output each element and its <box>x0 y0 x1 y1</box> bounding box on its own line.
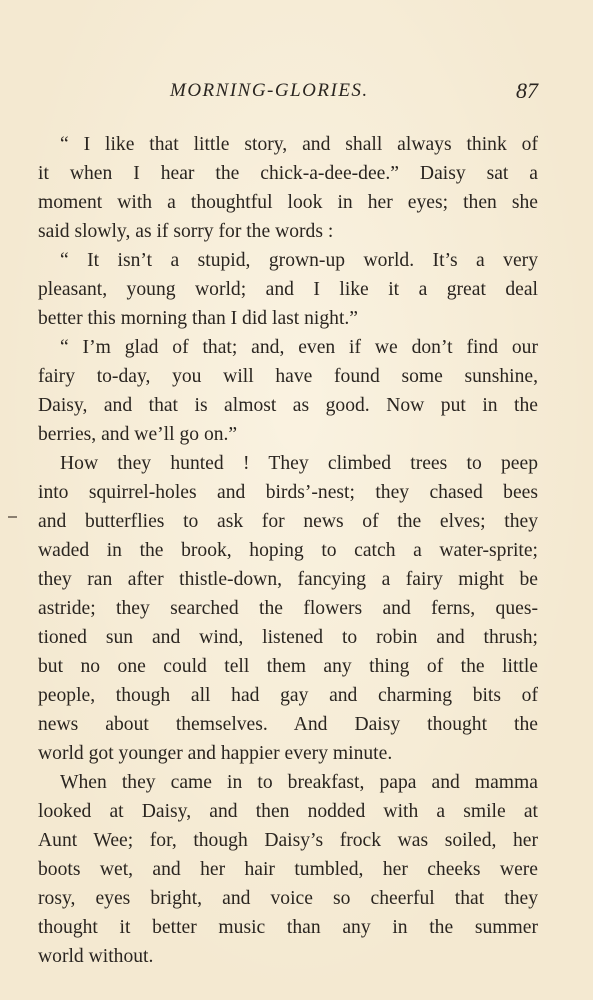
text-line: they ran after thistle-down, fancying a fairy might be <box>38 569 538 590</box>
text-line: rosy, eyes bright, and voice so cheerful that they <box>38 888 538 909</box>
text-line: tioned sun and wind, listened to robin and thrush; <box>38 627 538 648</box>
text-line: When they came in to breakfast, papa and mamma <box>60 772 538 793</box>
text-line: into squirrel-holes and birds’-nest; they chased bees <box>38 482 538 503</box>
margin-mark <box>8 516 17 518</box>
text-line: boots wet, and her hair tumbled, her cheeks were <box>38 859 538 880</box>
text-line: astride; they searched the flowers and ferns, ques- <box>38 598 538 619</box>
body-text <box>38 130 538 971</box>
text-line: news about themselves. And Daisy thought the <box>38 714 538 735</box>
text-line: better this morning than I did last night.” <box>38 308 358 329</box>
text-line: it when I hear the chick-a-dee-dee.” Daisy sat a <box>38 163 538 184</box>
text-line: looked at Daisy, and then nodded with a smile at <box>38 801 538 822</box>
text-line: berries, and we’ll go on.” <box>38 424 238 445</box>
running-head <box>38 80 538 108</box>
text-line: “ I like that little story, and shall always think of <box>60 134 538 155</box>
text-line: said slowly, as if sorry for the words : <box>38 221 334 242</box>
text-line: Aunt Wee; for, though Daisy’s frock was soiled, her <box>38 830 538 851</box>
text-line: but no one could tell them any thing of the little <box>38 656 538 677</box>
text-line: fairy to-day, you will have found some sunshine, <box>38 366 538 387</box>
text-line: world got younger and happier every minute. <box>38 743 393 764</box>
text-line: and butterflies to ask for news of the elves; they <box>38 511 538 532</box>
text-line: Daisy, and that is almost as good. Now put in the <box>38 395 538 416</box>
text-line: world without. <box>38 946 154 967</box>
text-line: How they hunted ! They climbed trees to peep <box>60 453 538 474</box>
text-line: “ I’m glad of that; and, even if we don’t find our <box>60 337 538 358</box>
running-title: MORNING-GLORIES. <box>170 80 369 101</box>
page-number: 87 <box>516 78 538 103</box>
text-line: moment with a thoughtful look in her eyes; then she <box>38 192 538 213</box>
text-line: people, though all had gay and charming bits of <box>38 685 538 706</box>
text-line: thought it better music than any in the summer <box>38 917 538 938</box>
text-line: waded in the brook, hoping to catch a water-sprite; <box>38 540 538 561</box>
text-line: “ It isn’t a stupid, grown-up world. It’s a very <box>60 250 538 271</box>
text-line: pleasant, young world; and I like it a great deal <box>38 279 538 300</box>
